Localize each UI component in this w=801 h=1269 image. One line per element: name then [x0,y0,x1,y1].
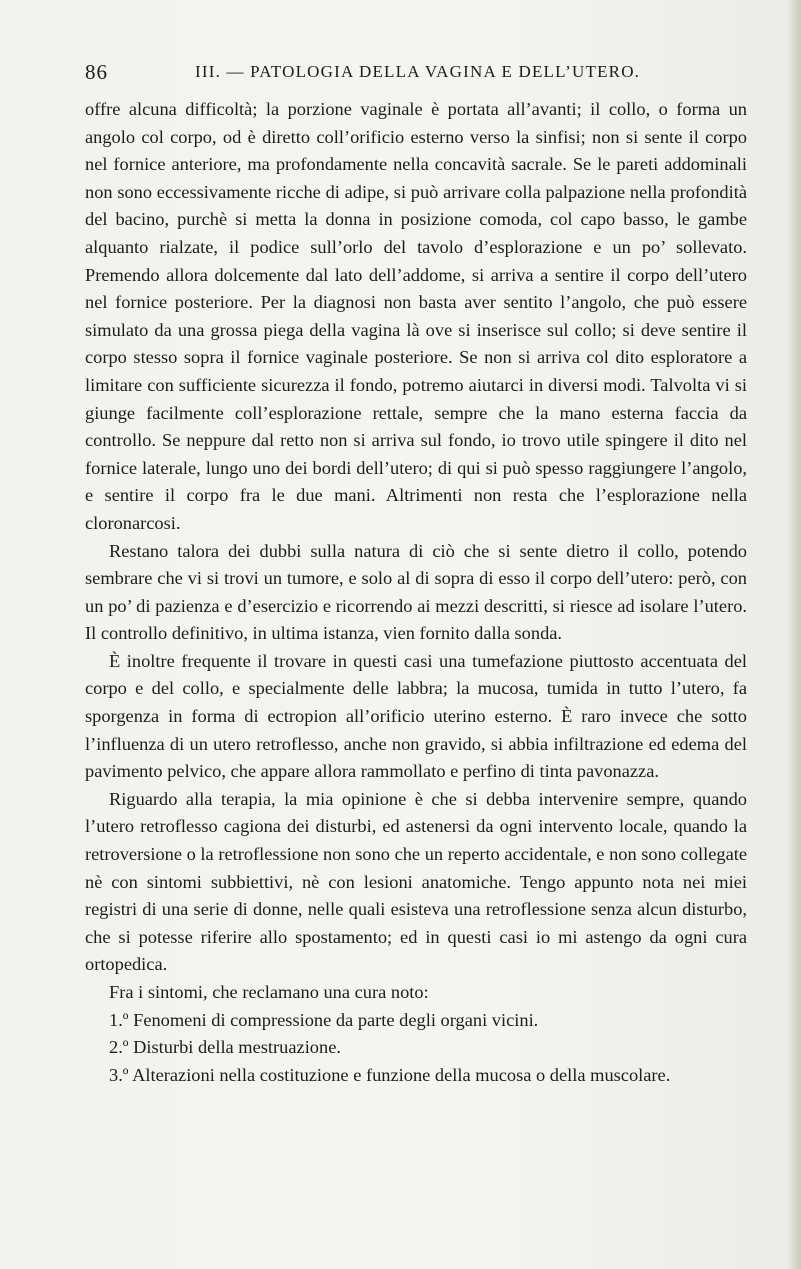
symptom-list [85,1007,747,1090]
paragraph: È inoltre frequente il trovare in questi casi una tumefazione piuttosto accentuata del corpo e del collo, e specialmente delle labbra; la mucosa, tumida in tutto l’utero, fa sporgenza in forma di ectropion all’orificio uterino esterno. È raro invece che sotto l’influenza di un utero retroflesso, anche non gravido, si abbia infiltrazione ed edema del pavimento pelvico, che appare allora rammollato e perfino di tinta pavonazza. [85,650,747,782]
list-item: 1.º Fenomeni di compressione da parte degli organi vicini. [109,1009,539,1030]
body-text [85,96,747,1089]
page-number: 86 [85,60,108,84]
paragraph: Restano talora dei dubbi sulla natura di ciò che si sente dietro il collo, potendo sembrare che vi si trovi un tumore, e solo al di sopra di esso il corpo dell’utero: però, con un po’ di pazienza e d’esercizio e ricorrendo ai mezzi descritti, si riesce ad isolare l’utero. Il controllo definitivo, in ultima istanza, vien fornito dalla sonda. [85,540,747,644]
list-item: 2.º Disturbi della mestruazione. [109,1037,341,1058]
paragraph: offre alcuna difficoltà; la porzione vaginale è portata all’avanti; il collo, o forma un angolo col corpo, od è diretto coll’orificio esterno verso la sinfisi; non si sente il corpo nel fornice anteriore, ma profondamente nella concavità sacrale. Se le pareti addominali non sono eccessivamente ricche di adipe, si può arrivare colla palpazione nella profondità del bacino, purchè si metta la donna in posizione comoda, col capo basso, le gambe alquanto rialzate, il podice sull’orlo del tavolo d’esplorazione e un po’ sollevato. Premendo allora dolcemente dal lato dell’addome, si arriva a sentire il corpo dell’utero nel fornice posteriore. Per la diagnosi non basta aver sentito l’angolo, che può essere simulato da una grossa piega della vagina là ove si inserisce sul collo; si deve sentire il corpo stesso sopra il fornice vaginale posteriore. Se non si arriva col dito esploratore a limitare con sufficiente sicurezza il fondo, potremo aiutarci in diversi modi. Talvolta vi si giunge facilmente coll’esplorazione rettale, sempre che la mano esterna faccia da controllo. Se neppure dal retto non si arriva sul fondo, io trovo utile spingere il dito nel fornice laterale, lungo uno dei bordi dell’utero; di qui si può spesso raggiungere l’angolo, e sentire il corpo fra le due mani. Altrimenti non resta che l’esplorazione nella cloronarcosi. [85,99,747,533]
paragraph: Riguardo alla terapia, la mia opinione è che si debba intervenire sempre, quando l’utero retroflesso cagiona dei disturbi, ed astenersi da ogni intervento locale, quando la retroversione o la retroflessione non sono che un reperto accidentale, e non sono collegate nè con sintomi subbiettivi, nè con lesioni anatomiche. Tengo appunto nota nei miei registri di una serie di donne, nelle quali esisteva una retroflessione senza alcun disturbo, che si potesse riferire allo spostamento; ed in questi casi io mi astengo da ogni cura ortopedica. [85,788,747,975]
page-edge-shading [787,0,801,1269]
page-header [85,60,745,88]
list-item: 3.º Alterazioni nella costituzione e funzione della mucosa o della muscolare. [109,1064,671,1085]
running-title: III. — PATOLOGIA DELLA VAGINA E DELL’UTERO. [195,62,641,81]
paragraph: Fra i sintomi, che reclamano una cura noto: [109,982,429,1002]
